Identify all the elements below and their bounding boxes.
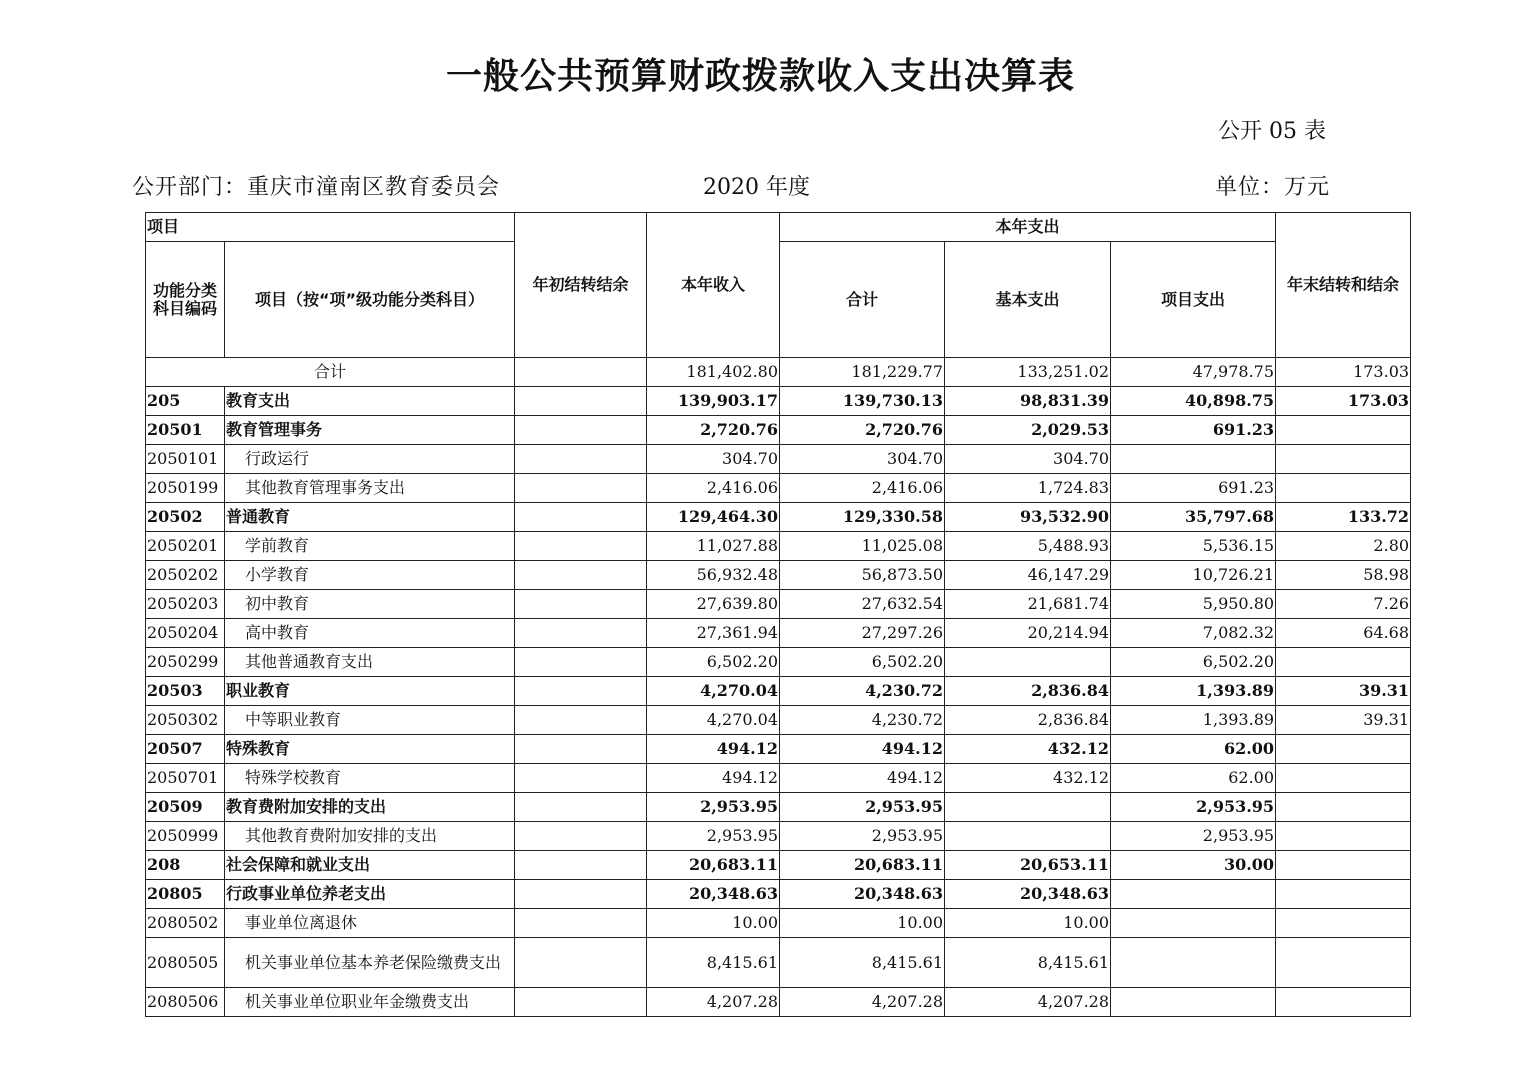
- row-name: 特殊教育: [225, 735, 515, 764]
- row-end: [1276, 648, 1411, 677]
- header-exp-total: 合计: [780, 242, 945, 358]
- row-begin: [515, 503, 647, 532]
- row-name: 中等职业教育: [225, 706, 515, 735]
- row-exp-basic: 20,214.94: [945, 619, 1111, 648]
- row-income: 2,416.06: [647, 474, 780, 503]
- row-income: 20,683.11: [647, 851, 780, 880]
- row-code: 2080505: [146, 938, 225, 988]
- row-exp-total: 20,348.63: [780, 880, 945, 909]
- row-exp-total: 10.00: [780, 909, 945, 938]
- row-exp-total: 2,416.06: [780, 474, 945, 503]
- row-exp-total: 56,873.50: [780, 561, 945, 590]
- row-code: 20502: [146, 503, 225, 532]
- row-income: 129,464.30: [647, 503, 780, 532]
- table-row: [146, 532, 1411, 561]
- row-code: 20503: [146, 677, 225, 706]
- row-begin: [515, 822, 647, 851]
- form-code: 公开 05 表: [1218, 119, 1326, 144]
- row-exp-project: 2,953.95: [1111, 822, 1276, 851]
- row-end: [1276, 851, 1411, 880]
- row-name: 教育费附加安排的支出: [225, 793, 515, 822]
- row-exp-basic: 2,836.84: [945, 706, 1111, 735]
- row-end: [1276, 474, 1411, 503]
- total-begin: [515, 358, 647, 387]
- row-exp-project: [1111, 445, 1276, 474]
- table-row: [146, 648, 1411, 677]
- row-exp-basic: 21,681.74: [945, 590, 1111, 619]
- row-begin: [515, 735, 647, 764]
- row-end: 39.31: [1276, 677, 1411, 706]
- row-income: 304.70: [647, 445, 780, 474]
- row-exp-basic: 5,488.93: [945, 532, 1111, 561]
- row-exp-total: 27,632.54: [780, 590, 945, 619]
- row-code: 2050203: [146, 590, 225, 619]
- row-exp-project: 5,950.80: [1111, 590, 1276, 619]
- row-code: 20805: [146, 880, 225, 909]
- row-begin: [515, 532, 647, 561]
- total-label: 合计: [146, 358, 515, 387]
- row-begin: [515, 938, 647, 988]
- row-exp-project: 6,502.20: [1111, 648, 1276, 677]
- row-end: [1276, 764, 1411, 793]
- row-exp-total: 8,415.61: [780, 938, 945, 988]
- table-row: [146, 416, 1411, 445]
- table-row: [146, 909, 1411, 938]
- row-income: 6,502.20: [647, 648, 780, 677]
- row-name: 其他普通教育支出: [225, 648, 515, 677]
- row-income: 4,270.04: [647, 706, 780, 735]
- row-exp-project: 62.00: [1111, 735, 1276, 764]
- row-end: [1276, 445, 1411, 474]
- row-end: 2.80: [1276, 532, 1411, 561]
- row-exp-project: 2,953.95: [1111, 793, 1276, 822]
- row-name: 教育支出: [225, 387, 515, 416]
- row-exp-basic: 46,147.29: [945, 561, 1111, 590]
- table-row: [146, 764, 1411, 793]
- table-row: [146, 706, 1411, 735]
- header-item-name: 项目（按“项”级功能分类科目）: [225, 242, 515, 358]
- header-exp-project: 项目支出: [1111, 242, 1276, 358]
- row-exp-total: 4,207.28: [780, 988, 945, 1017]
- row-code: 2080502: [146, 909, 225, 938]
- row-begin: [515, 474, 647, 503]
- row-exp-project: 5,536.15: [1111, 532, 1276, 561]
- row-code: 20501: [146, 416, 225, 445]
- row-exp-basic: [945, 793, 1111, 822]
- table-row: [146, 474, 1411, 503]
- row-begin: [515, 909, 647, 938]
- row-begin: [515, 590, 647, 619]
- row-begin: [515, 445, 647, 474]
- row-income: 139,903.17: [647, 387, 780, 416]
- row-exp-basic: 20,348.63: [945, 880, 1111, 909]
- total-exp-basic: 133,251.02: [945, 358, 1111, 387]
- row-exp-total: 139,730.13: [780, 387, 945, 416]
- row-begin: [515, 561, 647, 590]
- row-exp-project: 691.23: [1111, 416, 1276, 445]
- row-begin: [515, 677, 647, 706]
- row-income: 20,348.63: [647, 880, 780, 909]
- row-name: 其他教育管理事务支出: [225, 474, 515, 503]
- row-code: 20509: [146, 793, 225, 822]
- row-code: 2050302: [146, 706, 225, 735]
- row-exp-total: 494.12: [780, 764, 945, 793]
- row-exp-total: 304.70: [780, 445, 945, 474]
- row-exp-project: [1111, 988, 1276, 1017]
- row-name: 特殊学校教育: [225, 764, 515, 793]
- budget-table: [145, 212, 1411, 1017]
- row-exp-total: 6,502.20: [780, 648, 945, 677]
- row-income: 10.00: [647, 909, 780, 938]
- row-begin: [515, 988, 647, 1017]
- row-exp-basic: 2,029.53: [945, 416, 1111, 445]
- row-code: 208: [146, 851, 225, 880]
- row-name: 初中教育: [225, 590, 515, 619]
- row-begin: [515, 793, 647, 822]
- row-exp-total: 4,230.72: [780, 706, 945, 735]
- row-name: 学前教育: [225, 532, 515, 561]
- row-name: 职业教育: [225, 677, 515, 706]
- row-exp-basic: 10.00: [945, 909, 1111, 938]
- table-row: [146, 822, 1411, 851]
- row-exp-project: 1,393.89: [1111, 706, 1276, 735]
- header-income: 本年收入: [647, 213, 780, 358]
- row-name: 高中教育: [225, 619, 515, 648]
- table-row: [146, 619, 1411, 648]
- row-end: [1276, 880, 1411, 909]
- row-exp-basic: 1,724.83: [945, 474, 1111, 503]
- table-row: [146, 851, 1411, 880]
- row-exp-project: [1111, 909, 1276, 938]
- unit-label: 单位：万元: [1215, 175, 1331, 200]
- row-code: 2050202: [146, 561, 225, 590]
- row-exp-project: 62.00: [1111, 764, 1276, 793]
- row-begin: [515, 706, 647, 735]
- row-name: 行政事业单位养老支出: [225, 880, 515, 909]
- header-end-balance: 年末结转和结余: [1276, 213, 1411, 358]
- row-exp-basic: 432.12: [945, 764, 1111, 793]
- row-end: 133.72: [1276, 503, 1411, 532]
- row-code: 2080506: [146, 988, 225, 1017]
- report-title: 一般公共预算财政拨款收入支出决算表: [445, 56, 1075, 97]
- table-row: [146, 735, 1411, 764]
- row-income: 11,027.88: [647, 532, 780, 561]
- row-exp-project: 1,393.89: [1111, 677, 1276, 706]
- row-begin: [515, 764, 647, 793]
- row-name: 机关事业单位基本养老保险缴费支出: [225, 938, 515, 988]
- row-income: 4,207.28: [647, 988, 780, 1017]
- row-end: [1276, 988, 1411, 1017]
- row-exp-basic: 8,415.61: [945, 938, 1111, 988]
- row-income: 4,270.04: [647, 677, 780, 706]
- table-row: [146, 677, 1411, 706]
- row-exp-basic: 93,532.90: [945, 503, 1111, 532]
- header-func-code: 功能分类科目编码: [146, 242, 225, 358]
- row-income: 2,953.95: [647, 822, 780, 851]
- row-begin: [515, 387, 647, 416]
- row-exp-project: 7,082.32: [1111, 619, 1276, 648]
- row-code: 2050101: [146, 445, 225, 474]
- row-name: 教育管理事务: [225, 416, 515, 445]
- row-exp-basic: 2,836.84: [945, 677, 1111, 706]
- row-begin: [515, 619, 647, 648]
- row-exp-basic: 20,653.11: [945, 851, 1111, 880]
- row-end: 58.98: [1276, 561, 1411, 590]
- row-end: 64.68: [1276, 619, 1411, 648]
- row-end: [1276, 735, 1411, 764]
- table-row: [146, 793, 1411, 822]
- row-exp-total: 20,683.11: [780, 851, 945, 880]
- header-begin-balance: 年初结转结余: [515, 213, 647, 358]
- row-code: 20507: [146, 735, 225, 764]
- department-label: 公开部门：重庆市潼南区教育委员会: [132, 175, 501, 200]
- table-row: [146, 938, 1411, 988]
- row-exp-total: 494.12: [780, 735, 945, 764]
- header-row-1: [146, 213, 1411, 242]
- row-name: 事业单位离退休: [225, 909, 515, 938]
- row-code: 2050199: [146, 474, 225, 503]
- row-name: 社会保障和就业支出: [225, 851, 515, 880]
- row-exp-total: 129,330.58: [780, 503, 945, 532]
- row-exp-project: [1111, 938, 1276, 988]
- row-exp-basic: 98,831.39: [945, 387, 1111, 416]
- row-code: 205: [146, 387, 225, 416]
- row-begin: [515, 648, 647, 677]
- row-code: 2050204: [146, 619, 225, 648]
- row-exp-total: 4,230.72: [780, 677, 945, 706]
- total-income: 181,402.80: [647, 358, 780, 387]
- row-end: 7.26: [1276, 590, 1411, 619]
- table-row: [146, 988, 1411, 1017]
- row-begin: [515, 851, 647, 880]
- row-exp-project: 35,797.68: [1111, 503, 1276, 532]
- header-exp-basic: 基本支出: [945, 242, 1111, 358]
- row-begin: [515, 880, 647, 909]
- table-row: [146, 387, 1411, 416]
- total-exp-total: 181,229.77: [780, 358, 945, 387]
- row-name: 机关事业单位职业年金缴费支出: [225, 988, 515, 1017]
- row-begin: [515, 416, 647, 445]
- row-exp-project: 10,726.21: [1111, 561, 1276, 590]
- row-end: [1276, 909, 1411, 938]
- row-exp-project: 30.00: [1111, 851, 1276, 880]
- row-exp-total: 11,025.08: [780, 532, 945, 561]
- row-end: [1276, 822, 1411, 851]
- row-name: 小学教育: [225, 561, 515, 590]
- header-item: 项目: [146, 213, 515, 242]
- row-exp-basic: 304.70: [945, 445, 1111, 474]
- row-income: 27,639.80: [647, 590, 780, 619]
- row-income: 8,415.61: [647, 938, 780, 988]
- table-row: [146, 503, 1411, 532]
- row-income: 494.12: [647, 764, 780, 793]
- row-income: 27,361.94: [647, 619, 780, 648]
- row-name: 普通教育: [225, 503, 515, 532]
- row-exp-basic: 4,207.28: [945, 988, 1111, 1017]
- row-income: 2,720.76: [647, 416, 780, 445]
- total-row: [146, 358, 1411, 387]
- row-exp-total: 2,720.76: [780, 416, 945, 445]
- row-income: 2,953.95: [647, 793, 780, 822]
- row-exp-project: 691.23: [1111, 474, 1276, 503]
- row-name: 行政运行: [225, 445, 515, 474]
- row-end: 173.03: [1276, 387, 1411, 416]
- row-end: 39.31: [1276, 706, 1411, 735]
- table-row: [146, 880, 1411, 909]
- row-name: 其他教育费附加安排的支出: [225, 822, 515, 851]
- table-row: [146, 590, 1411, 619]
- row-end: [1276, 793, 1411, 822]
- row-code: 2050701: [146, 764, 225, 793]
- row-income: 56,932.48: [647, 561, 780, 590]
- row-exp-total: 2,953.95: [780, 793, 945, 822]
- row-exp-basic: [945, 648, 1111, 677]
- row-code: 2050201: [146, 532, 225, 561]
- row-exp-basic: [945, 822, 1111, 851]
- row-code: 2050999: [146, 822, 225, 851]
- row-income: 494.12: [647, 735, 780, 764]
- row-exp-project: [1111, 880, 1276, 909]
- row-exp-basic: 432.12: [945, 735, 1111, 764]
- row-end: [1276, 938, 1411, 988]
- fiscal-year: 2020 年度: [703, 175, 810, 200]
- row-end: [1276, 416, 1411, 445]
- row-exp-total: 2,953.95: [780, 822, 945, 851]
- table-row: [146, 445, 1411, 474]
- row-exp-project: 40,898.75: [1111, 387, 1276, 416]
- header-expense-group: 本年支出: [780, 213, 1276, 242]
- table-row: [146, 561, 1411, 590]
- total-end: 173.03: [1276, 358, 1411, 387]
- row-exp-total: 27,297.26: [780, 619, 945, 648]
- row-code: 2050299: [146, 648, 225, 677]
- total-exp-project: 47,978.75: [1111, 358, 1276, 387]
